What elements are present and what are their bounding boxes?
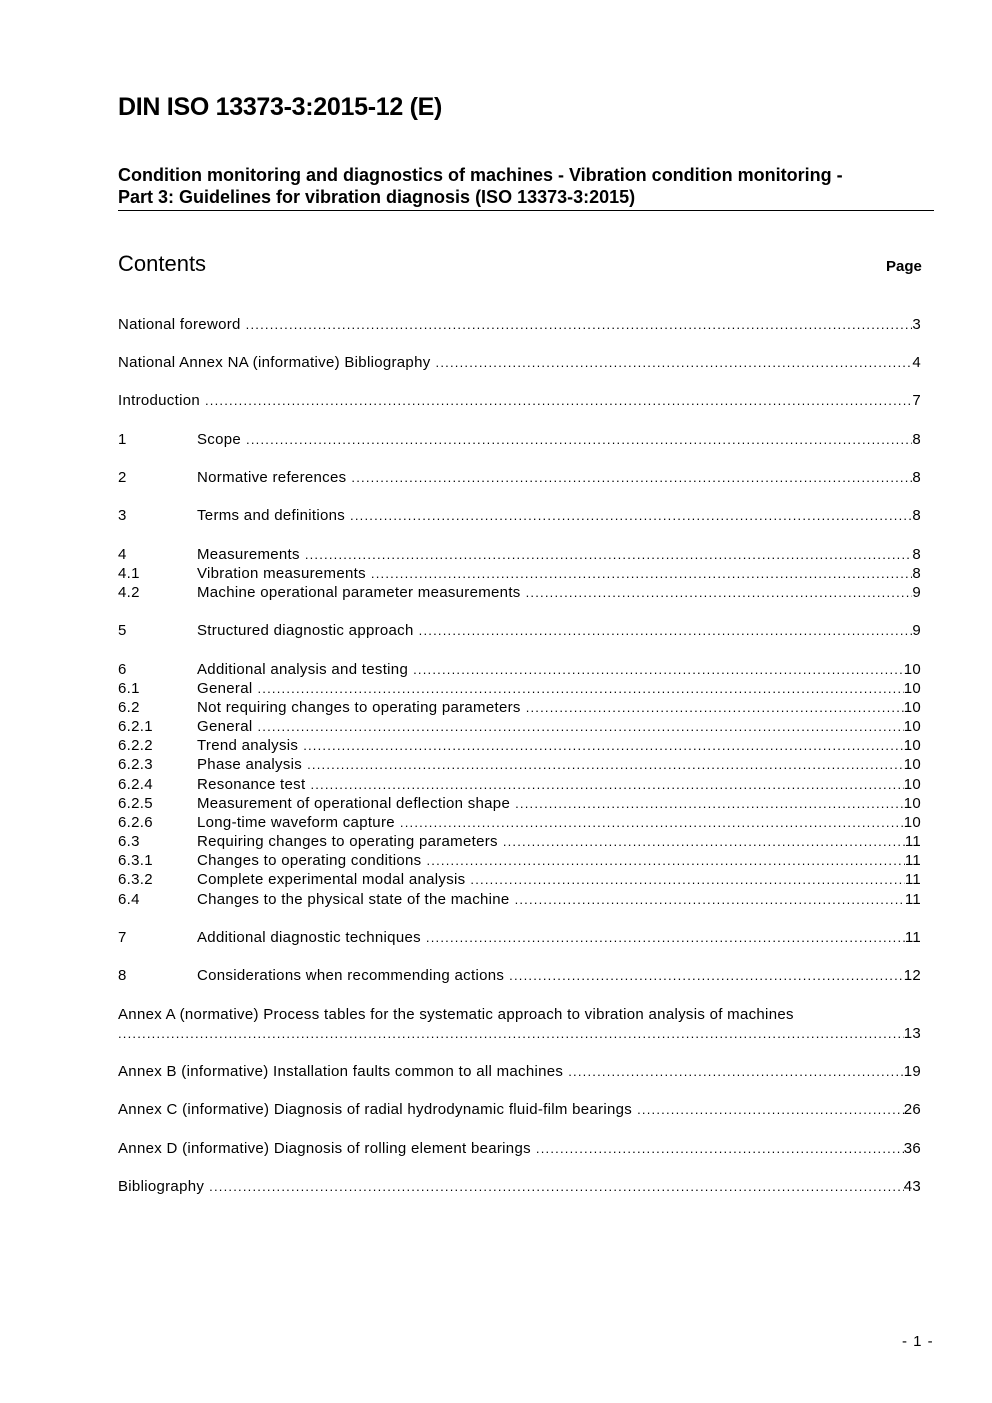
toc-entry-number: 6.2.1 xyxy=(118,718,153,735)
subtitle-line-1: Condition monitoring and diagnostics of machines - Vibration condition monitoring - xyxy=(118,165,843,185)
toc-leader-dots xyxy=(536,1141,904,1158)
toc-entry-page: 9 xyxy=(912,622,921,639)
page-column-heading: Page xyxy=(886,258,922,275)
toc-entry[interactable] xyxy=(118,833,921,853)
toc-entry[interactable] xyxy=(118,1178,921,1198)
toc-leader-dots xyxy=(470,872,904,889)
toc-entry-title: Changes to operating conditions xyxy=(197,852,422,869)
toc-entry-page: 10 xyxy=(903,680,921,697)
toc-entry-page: 8 xyxy=(912,546,921,563)
toc-entry-number: 6.2 xyxy=(118,699,140,716)
toc-entry-title: National Annex NA (informative) Bibliography xyxy=(118,354,431,371)
toc-entry-number: 6.4 xyxy=(118,891,140,908)
toc-entry[interactable] xyxy=(118,661,921,681)
toc-entry-number: 6 xyxy=(118,661,127,678)
toc-entry-page: 10 xyxy=(903,795,921,812)
toc-entry[interactable] xyxy=(118,871,921,891)
toc-entry-title: Measurement of operational deflection shape xyxy=(197,795,511,812)
toc-entry[interactable] xyxy=(118,431,921,451)
toc-entry[interactable] xyxy=(118,316,921,336)
toc-leader-dots xyxy=(307,757,904,774)
toc-entry-title: Phase analysis xyxy=(197,756,303,773)
toc-leader-dots xyxy=(118,1026,904,1043)
toc-entry[interactable] xyxy=(118,1063,921,1083)
toc-leader-dots xyxy=(209,1179,904,1196)
toc-leader-dots xyxy=(400,815,904,832)
toc-entry-page: 10 xyxy=(903,718,921,735)
toc-entry[interactable] xyxy=(118,546,921,566)
toc-entry-title: Complete experimental modal analysis xyxy=(197,871,466,888)
toc-entry-title: Annex B (informative) Installation faults common to all machines xyxy=(118,1063,564,1080)
toc-entry-page: 43 xyxy=(903,1178,921,1195)
toc-leader-dots xyxy=(526,585,913,602)
toc-leader-dots xyxy=(205,393,912,410)
toc-entry-number: 6.2.4 xyxy=(118,776,153,793)
toc-entry-page: 9 xyxy=(912,584,921,601)
subtitle-line-2: Part 3: Guidelines for vibration diagnosis (ISO 13373-3:2015) xyxy=(118,187,636,207)
toc-entry-page: 8 xyxy=(912,565,921,582)
toc-leader-dots xyxy=(257,719,903,736)
toc-entry[interactable] xyxy=(118,795,921,815)
document-title: DIN ISO 13373-3:2015-12 (E) xyxy=(118,93,443,121)
toc-leader-dots xyxy=(515,892,905,909)
toc-entry-title: Annex D (informative) Diagnosis of rolling element bearings xyxy=(118,1140,531,1157)
toc-entry-page: 11 xyxy=(904,929,921,946)
toc-leader-dots xyxy=(515,796,904,813)
toc-entry-number: 6.2.5 xyxy=(118,795,153,812)
toc-entry-page: 10 xyxy=(903,814,921,831)
toc-leader-dots xyxy=(305,547,913,564)
toc-entry-page: 11 xyxy=(904,833,921,850)
toc-leader-dots xyxy=(426,853,904,870)
toc-entry-title: Additional analysis and testing xyxy=(197,661,409,678)
toc-entry-page: 11 xyxy=(904,891,921,908)
toc-leader-dots xyxy=(503,834,905,851)
toc-entry-page: 13 xyxy=(903,1025,921,1042)
toc-entry-title: Trend analysis xyxy=(197,737,299,754)
contents-heading: Contents xyxy=(118,251,207,276)
toc-entry-page: 12 xyxy=(903,967,921,984)
toc-entry[interactable] xyxy=(118,565,921,585)
toc-entry-title: Introduction xyxy=(118,392,200,409)
toc-entry-title: Vibration measurements xyxy=(197,565,366,582)
toc-entry-title: Annex A (normative) Process tables for the systematic approach to vibration analysis of machines xyxy=(118,1006,794,1023)
toc-entry[interactable] xyxy=(118,814,921,834)
toc-entry-title: Scope xyxy=(197,431,242,448)
toc-entry-title: Considerations when recommending actions xyxy=(197,967,505,984)
toc-entry[interactable] xyxy=(118,737,921,757)
toc-entry-page: 10 xyxy=(903,661,921,678)
toc-leader-dots xyxy=(436,355,913,372)
toc-entry-number: 2 xyxy=(118,469,127,486)
toc-entry-title: General xyxy=(197,680,253,697)
toc-entry-title: Long-time waveform capture xyxy=(197,814,395,831)
toc-entry[interactable] xyxy=(118,584,921,604)
toc-leader-dots xyxy=(637,1102,904,1119)
toc-entry-page: 8 xyxy=(912,431,921,448)
toc-entry-continuation xyxy=(118,1025,921,1045)
toc-entry-number: 6.3.2 xyxy=(118,871,153,888)
toc-entry-title: Not requiring changes to operating parameters xyxy=(197,699,521,716)
toc-entry[interactable] xyxy=(118,699,921,719)
toc-entry[interactable] xyxy=(118,852,921,872)
toc-leader-dots xyxy=(568,1064,903,1081)
toc-leader-dots xyxy=(526,700,904,717)
toc-leader-dots xyxy=(350,508,912,525)
toc-entry[interactable] xyxy=(118,680,921,700)
toc-entry-number: 6.3 xyxy=(118,833,140,850)
toc-entry-number: 8 xyxy=(118,967,127,984)
toc-entry-page: 8 xyxy=(912,469,921,486)
toc-leader-dots xyxy=(426,930,905,947)
toc-entry-number: 3 xyxy=(118,507,127,524)
toc-entry-page: 26 xyxy=(903,1101,921,1118)
toc-entry-title: Measurements xyxy=(197,546,300,563)
toc-entry-number: 6.2.3 xyxy=(118,756,153,773)
toc-entry[interactable] xyxy=(118,469,921,489)
toc-leader-dots xyxy=(310,777,903,794)
toc-entry-page: 11 xyxy=(904,852,921,869)
toc-leader-dots xyxy=(419,623,913,640)
toc-entry[interactable] xyxy=(118,756,921,776)
toc-entry-title: Annex C (informative) Diagnosis of radial hydrodynamic fluid-film bearings xyxy=(118,1101,633,1118)
toc-entry-title: Resonance test xyxy=(197,776,306,793)
toc-entry[interactable] xyxy=(118,1101,921,1121)
subtitle-divider xyxy=(118,210,934,211)
toc-entry-page: 11 xyxy=(904,871,921,888)
toc-entry-number: 6.1 xyxy=(118,680,140,697)
toc-entry-page: 3 xyxy=(912,316,921,333)
toc-entry-page: 10 xyxy=(903,699,921,716)
toc-entry-title: Structured diagnostic approach xyxy=(197,622,414,639)
toc-entry-title: Terms and definitions xyxy=(197,507,346,524)
toc-leader-dots xyxy=(246,317,913,334)
toc-entry-number: 4.1 xyxy=(118,565,140,582)
toc-entry-number: 4 xyxy=(118,546,127,563)
toc-entry-title: Additional diagnostic techniques xyxy=(197,929,421,946)
toc-entry-title: Machine operational parameter measurements xyxy=(197,584,521,601)
toc-entry-number: 6.3.1 xyxy=(118,852,153,869)
toc-entry[interactable] xyxy=(118,622,921,642)
toc-entry[interactable] xyxy=(118,1140,921,1160)
toc-entry-title: National foreword xyxy=(118,316,241,333)
toc-entry[interactable] xyxy=(118,776,921,796)
toc-entry-number: 6.2.6 xyxy=(118,814,153,831)
document-subtitle xyxy=(118,164,933,210)
toc-leader-dots xyxy=(246,432,912,449)
toc-entry[interactable] xyxy=(118,967,921,987)
toc-entry-number: 6.2.2 xyxy=(118,737,153,754)
toc-leader-dots xyxy=(371,566,912,583)
toc-entry-number: 1 xyxy=(118,431,127,448)
toc-entry[interactable] xyxy=(118,891,921,911)
toc-entry-page: 10 xyxy=(903,737,921,754)
toc-entry-page: 10 xyxy=(903,756,921,773)
toc-leader-dots xyxy=(351,470,912,487)
toc-entry-number: 5 xyxy=(118,622,127,639)
toc-entry-title: Changes to the physical state of the machine xyxy=(197,891,510,908)
toc-entry-title: General xyxy=(197,718,253,735)
toc-entry-number: 4.2 xyxy=(118,584,140,601)
toc-entry-page: 4 xyxy=(912,354,921,371)
toc-leader-dots xyxy=(413,662,904,679)
toc-entry-page: 19 xyxy=(903,1063,921,1080)
toc-entry[interactable] xyxy=(118,718,921,738)
footer-page-number: - 1 - xyxy=(902,1333,934,1350)
toc-entry-page: 8 xyxy=(912,507,921,524)
toc-entry[interactable] xyxy=(118,507,921,527)
toc-leader-dots xyxy=(303,738,904,755)
toc-entry-title: Requiring changes to operating parameters xyxy=(197,833,498,850)
toc-entry[interactable] xyxy=(118,929,921,949)
toc-leader-dots xyxy=(257,681,903,698)
toc-entry-page: 10 xyxy=(903,776,921,793)
toc-entry-page: 7 xyxy=(912,392,921,409)
toc-entry[interactable] xyxy=(118,354,921,374)
toc-entry[interactable] xyxy=(118,392,921,412)
toc-entry-number: 7 xyxy=(118,929,127,946)
toc-entry-title: Normative references xyxy=(197,469,347,486)
toc-leader-dots xyxy=(509,968,904,985)
toc-entry-title: Bibliography xyxy=(118,1178,205,1195)
toc-entry-page: 36 xyxy=(903,1140,921,1157)
